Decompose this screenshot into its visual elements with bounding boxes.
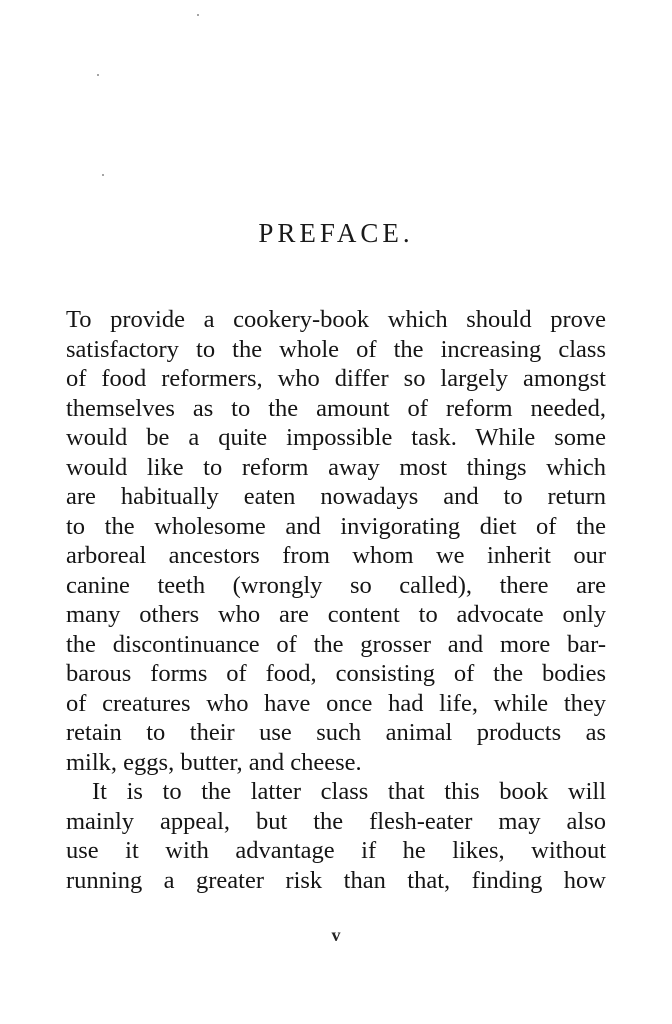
paragraph-2 xyxy=(66,777,606,895)
text-line: many others who are content to advocate only xyxy=(66,601,606,628)
text-line: themselves as to the amount of reform needed, xyxy=(66,394,606,422)
paper-speck xyxy=(97,74,99,76)
text-line: milk, eggs, butter, and cheese. xyxy=(66,748,362,776)
text-line: of food reformers, who differ so largely amongst xyxy=(66,365,606,392)
page-number: v xyxy=(331,925,341,945)
text-line: would be a quite impossible task. While some xyxy=(66,424,606,451)
text-line: arboreal ancestors from whom we inherit our xyxy=(66,542,606,569)
preface-body xyxy=(66,305,606,895)
text-line: are habitually eaten nowadays and to return xyxy=(66,483,606,510)
text-line: the discontinuance of the grosser and more bar- xyxy=(66,630,606,658)
paragraph-1 xyxy=(66,305,606,777)
text-line: to the wholesome and invigorating diet of the xyxy=(66,512,606,540)
text-line: running a greater risk than that, finding how xyxy=(66,866,606,894)
text-line: use it with advantage if he likes, without xyxy=(66,837,606,864)
text-line: would like to reform away most things which xyxy=(66,453,606,481)
text-line: mainly appeal, but the flesh-eater may also xyxy=(66,807,606,835)
text-line: To provide a cookery-book which should prove xyxy=(66,306,606,333)
paper-speck xyxy=(197,14,199,16)
text-line: barous forms of food, consisting of the bodies xyxy=(66,660,606,687)
text-line: canine teeth (wrongly so called), there are xyxy=(66,571,606,599)
text-line: satisfactory to the whole of the increasing class xyxy=(66,335,606,363)
text-line: of creatures who have once had life, while they xyxy=(66,689,606,717)
text-line: retain to their use such animal products as xyxy=(66,719,606,746)
page-title: PREFACE. xyxy=(258,218,414,248)
paper-speck xyxy=(102,174,104,176)
text-line: It is to the latter class that this book will xyxy=(92,778,606,805)
